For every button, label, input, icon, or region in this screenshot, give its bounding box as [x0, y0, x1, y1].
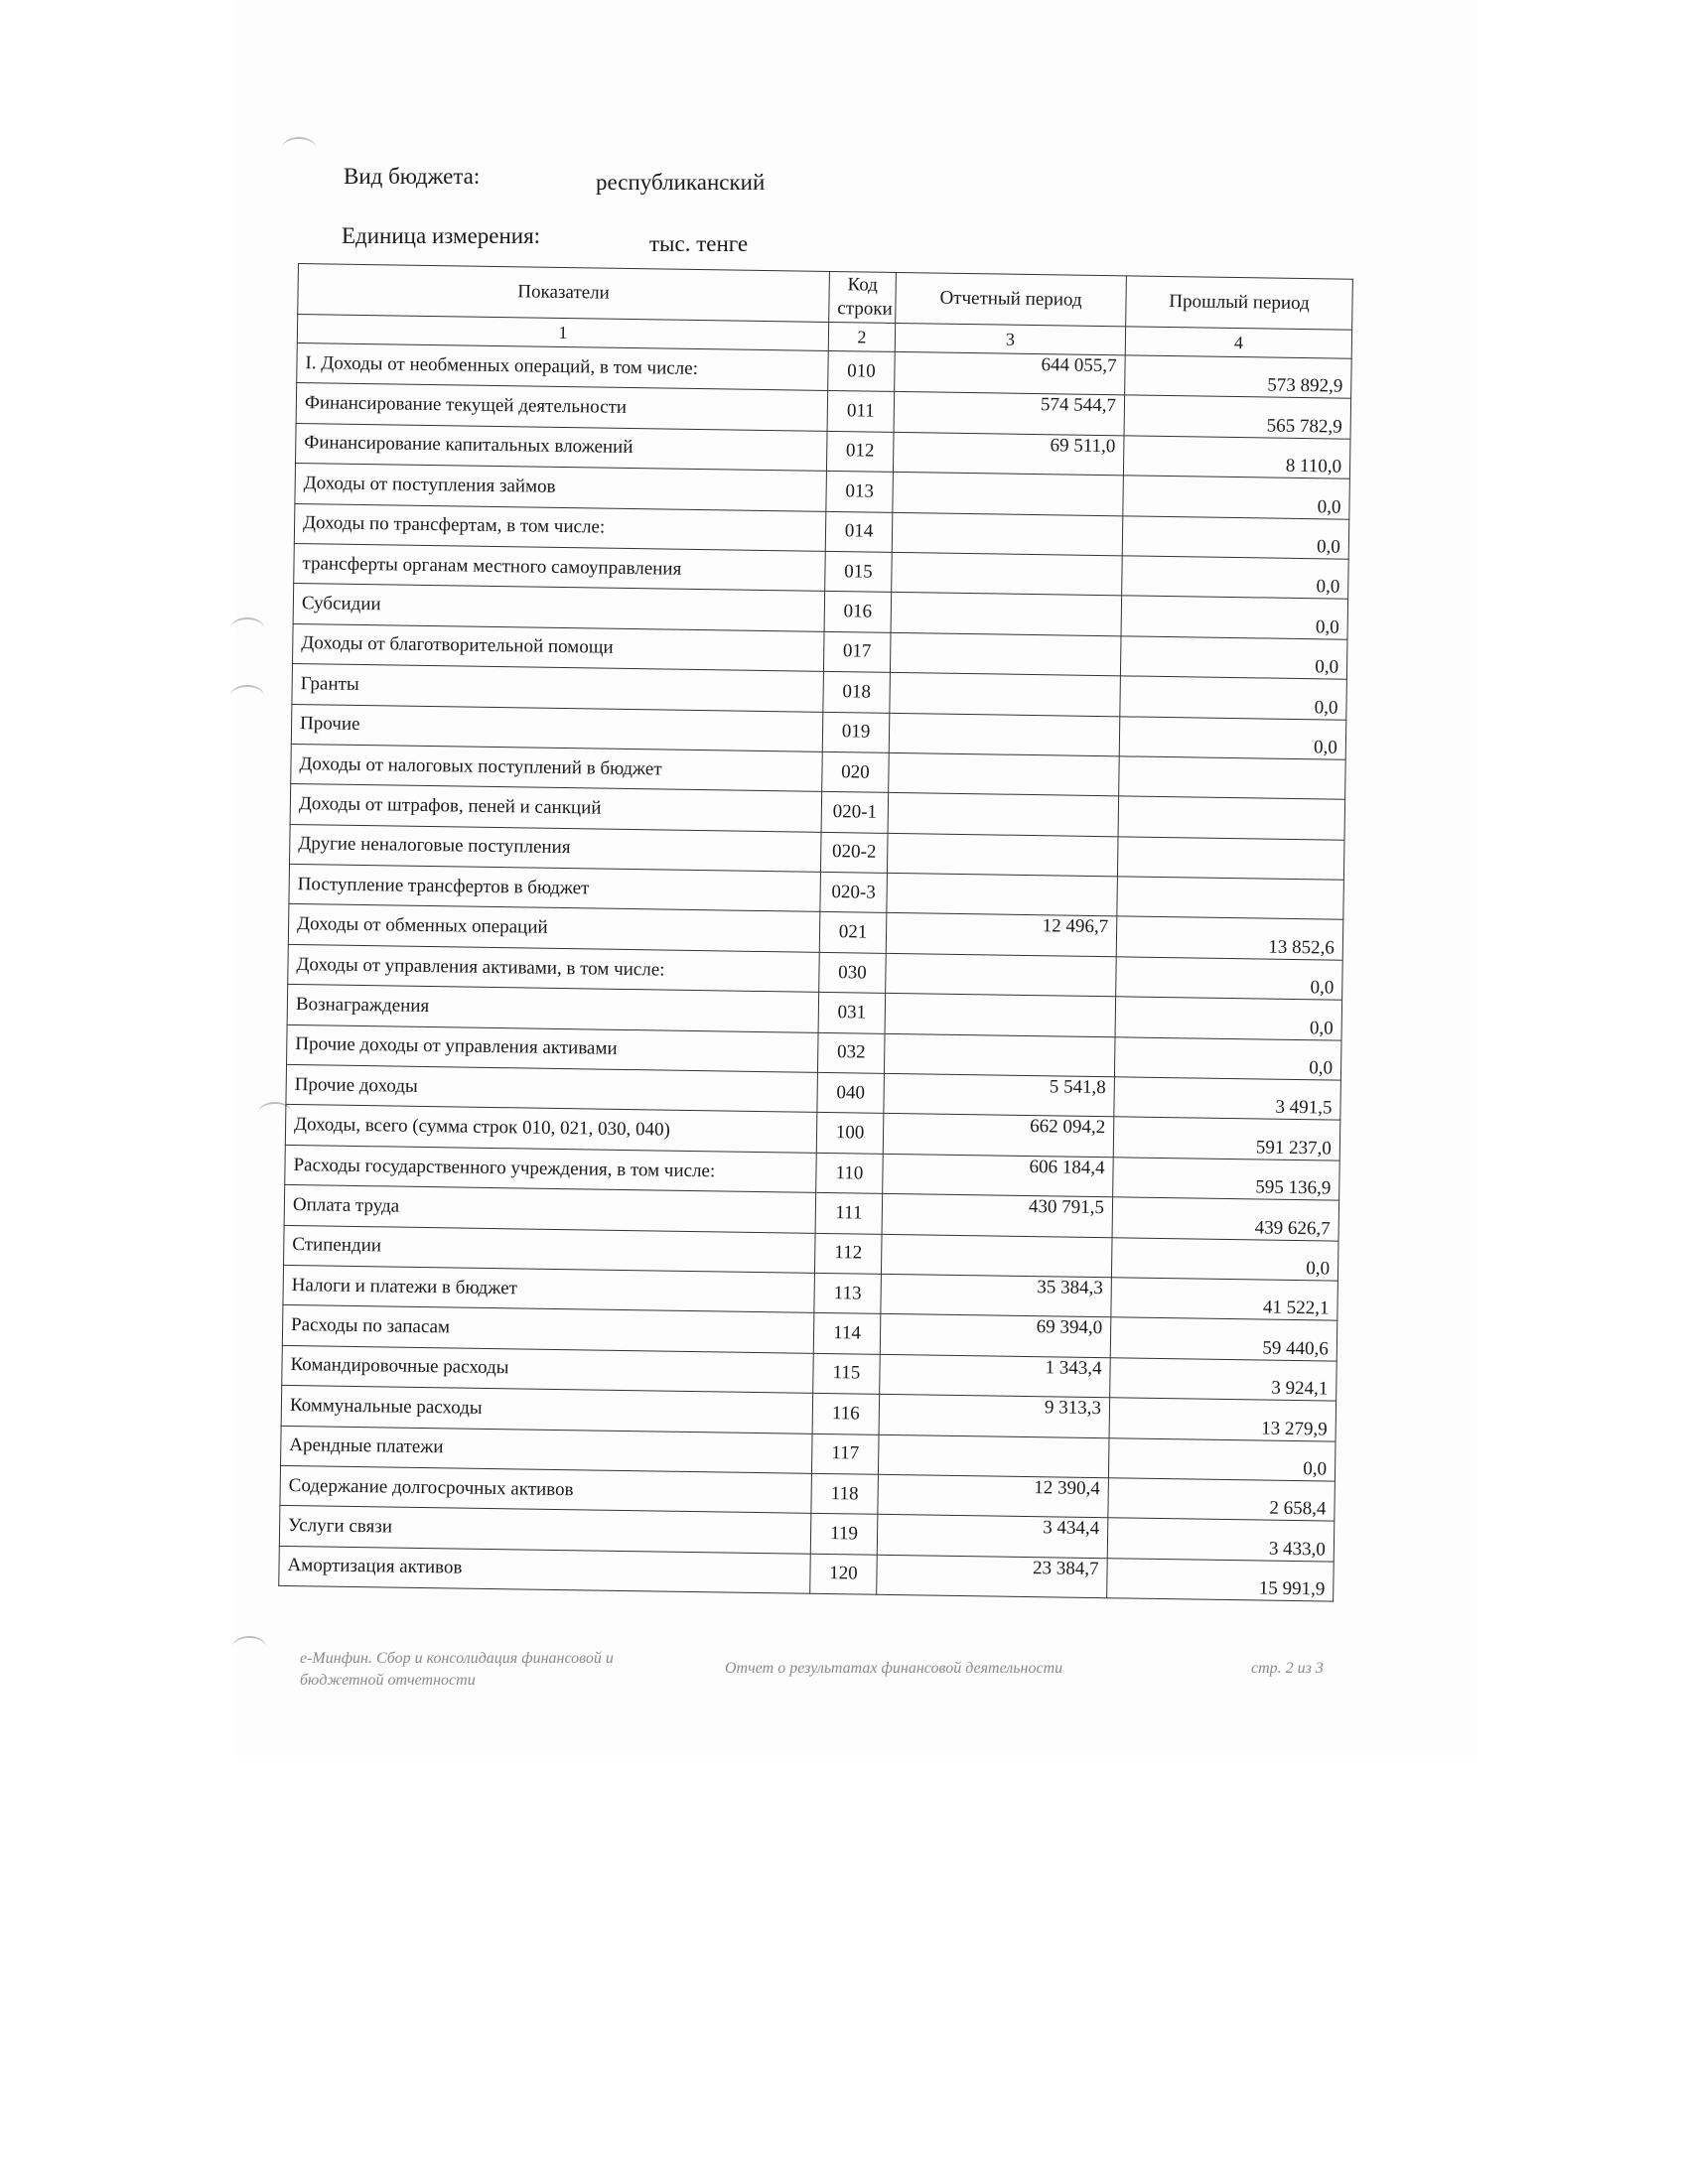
row-current-period-value: [893, 473, 1124, 516]
row-current-period-value: [881, 1234, 1112, 1278]
row-code: 113: [814, 1273, 882, 1313]
row-code: 032: [817, 1032, 885, 1073]
row-current-period-value: 69 511,0: [893, 432, 1124, 476]
column-header-current-period: Отчетный период: [896, 272, 1127, 326]
column-number: 4: [1125, 327, 1351, 358]
row-indicator-name: Доходы от управления активами, в том числе:: [288, 944, 820, 992]
row-code: 018: [823, 672, 891, 713]
row-previous-period-value: 0,0: [1120, 636, 1347, 680]
row-previous-period-value: 0,0: [1122, 556, 1349, 600]
row-previous-period-value: 565 782,9: [1124, 395, 1351, 439]
row-indicator-name: Другие неналоговые поступления: [290, 824, 822, 872]
row-previous-period-value: 0,0: [1123, 476, 1350, 519]
column-header-code: Код строки: [829, 271, 897, 323]
column-number: 2: [828, 322, 895, 351]
row-indicator-name: Поступление трансфертов в бюджет: [289, 865, 821, 912]
row-indicator-name: Амортизация активов: [279, 1546, 811, 1593]
row-indicator-name: Доходы от обменных операций: [288, 904, 820, 952]
row-indicator-name: Прочие доходы: [286, 1064, 818, 1112]
row-previous-period-value: 0,0: [1120, 676, 1347, 720]
row-indicator-name: Доходы по трансфертам, в том числе:: [294, 503, 826, 551]
row-current-period-value: 9 313,3: [879, 1394, 1110, 1437]
row-current-period-value: [889, 752, 1120, 796]
row-indicator-name: Командировочные расходы: [282, 1345, 814, 1393]
row-current-period-value: [890, 673, 1121, 717]
row-code: 040: [817, 1072, 885, 1113]
row-current-period-value: 12 390,4: [878, 1474, 1109, 1518]
row-indicator-name: Коммунальные расходы: [281, 1386, 813, 1433]
row-code: 100: [816, 1113, 884, 1154]
row-code: 010: [828, 350, 896, 391]
row-current-period-value: [890, 632, 1121, 676]
row-code: 015: [825, 551, 893, 592]
row-previous-period-value: 41 522,1: [1111, 1278, 1338, 1321]
row-indicator-name: Доходы от благотворительной помощи: [293, 623, 825, 671]
row-code: 030: [819, 952, 887, 993]
row-current-period-value: [891, 593, 1122, 636]
row-code: 013: [826, 472, 894, 512]
row-code: 114: [813, 1313, 881, 1354]
row-code: 110: [816, 1153, 884, 1193]
row-code: 020-1: [821, 792, 889, 833]
row-previous-period-value: 59 440,6: [1110, 1317, 1337, 1361]
row-current-period-value: [886, 953, 1117, 997]
row-current-period-value: [892, 512, 1123, 556]
row-previous-period-value: 15 991,9: [1107, 1558, 1335, 1601]
row-code: 116: [812, 1393, 880, 1433]
footer-report-title: Отчет о результатах финансовой деятельности: [725, 1660, 1063, 1677]
row-current-period-value: 574 544,7: [894, 392, 1125, 436]
row-indicator-name: Расходы государственного учреждения, в том числе:: [285, 1145, 817, 1192]
row-current-period-value: [884, 1033, 1115, 1077]
punch-hole-mark: [230, 685, 264, 707]
financial-results-table: [278, 263, 1353, 1602]
row-current-period-value: 23 384,7: [877, 1555, 1108, 1598]
row-indicator-name: Вознаграждения: [287, 985, 819, 1032]
punch-hole-mark: [232, 1636, 266, 1658]
row-code: 112: [814, 1233, 882, 1274]
row-indicator-name: Расходы по запасам: [282, 1305, 814, 1353]
row-indicator-name: Гранты: [292, 664, 824, 712]
row-current-period-value: 662 094,2: [883, 1114, 1114, 1158]
row-previous-period-value: 0,0: [1115, 997, 1342, 1040]
row-indicator-name: Налоги и платежи в бюджет: [283, 1265, 815, 1312]
row-previous-period-value: 0,0: [1111, 1237, 1338, 1281]
row-current-period-value: 3 434,4: [877, 1515, 1108, 1559]
row-code: 012: [826, 431, 894, 472]
row-previous-period-value: 573 892,9: [1125, 355, 1352, 399]
column-header-previous-period: Прошлый период: [1126, 276, 1353, 330]
row-previous-period-value: 8 110,0: [1123, 436, 1350, 479]
row-code: 118: [811, 1473, 879, 1514]
row-current-period-value: 5 541,8: [884, 1073, 1115, 1117]
row-indicator-name: Финансирование текущей деятельности: [296, 383, 828, 431]
footer-page-number: стр. 2 из 3: [1251, 1660, 1324, 1677]
row-previous-period-value: 439 626,7: [1112, 1197, 1339, 1241]
row-indicator-name: Доходы от штрафов, пеней и санкций: [290, 784, 822, 832]
row-current-period-value: [878, 1434, 1109, 1478]
table-body: [279, 342, 1351, 1601]
row-previous-period-value: 0,0: [1116, 957, 1343, 1001]
row-current-period-value: 430 791,5: [882, 1194, 1113, 1238]
row-code: 017: [823, 631, 891, 672]
row-code: 020-3: [820, 872, 888, 912]
row-code: 016: [824, 592, 892, 632]
row-indicator-name: I. Доходы от необменных операций, в том числе:: [297, 342, 829, 390]
row-indicator-name: Услуги связи: [279, 1506, 811, 1554]
unit-label: Единица измерения:: [342, 223, 541, 248]
punch-hole-mark: [282, 137, 316, 159]
row-indicator-name: Субсидии: [293, 584, 825, 631]
row-current-period-value: [887, 873, 1118, 916]
row-indicator-name: Прочие: [291, 704, 823, 751]
row-previous-period-value: [1117, 877, 1344, 920]
row-current-period-value: 12 496,7: [886, 913, 1117, 957]
row-code: 011: [827, 391, 895, 432]
row-previous-period-value: 2 658,4: [1108, 1478, 1336, 1522]
unit-value: тыс. тенге: [649, 231, 749, 256]
row-indicator-name: Доходы от налоговых поступлений в бюджет: [291, 744, 823, 791]
row-previous-period-value: [1117, 837, 1344, 881]
row-indicator-name: Доходы от поступления займов: [295, 464, 827, 511]
row-indicator-name: Оплата труда: [284, 1185, 816, 1233]
row-indicator-name: Доходы, всего (сумма строк 010, 021, 030, 040): [285, 1105, 817, 1153]
row-indicator-name: Финансирование капитальных вложений: [296, 423, 828, 471]
row-current-period-value: [887, 833, 1118, 877]
row-previous-period-value: 595 136,9: [1113, 1158, 1340, 1201]
row-previous-period-value: 3 924,1: [1110, 1358, 1337, 1402]
row-current-period-value: 606 184,4: [883, 1154, 1114, 1197]
row-current-period-value: [892, 552, 1123, 596]
row-previous-period-value: 3 433,0: [1107, 1518, 1335, 1562]
row-current-period-value: 69 394,0: [880, 1314, 1111, 1358]
row-code: 019: [822, 712, 890, 752]
row-indicator-name: Арендные платежи: [281, 1426, 813, 1473]
row-code: 014: [825, 511, 893, 552]
row-indicator-name: Прочие доходы от управления активами: [287, 1024, 819, 1072]
budget-type-label: Вид бюджета:: [344, 164, 481, 189]
row-previous-period-value: 0,0: [1119, 716, 1346, 759]
row-code: 111: [815, 1193, 883, 1234]
financial-results-table-wrap: [278, 263, 1352, 1602]
row-previous-period-value: 0,0: [1108, 1437, 1336, 1481]
row-previous-period-value: 0,0: [1122, 515, 1349, 559]
row-code: 120: [810, 1554, 878, 1594]
row-code: 021: [819, 912, 887, 953]
row-code: 031: [818, 993, 886, 1033]
column-header-indicators: Показатели: [298, 264, 830, 323]
row-code: 117: [811, 1433, 879, 1474]
row-previous-period-value: 13 279,9: [1109, 1398, 1336, 1441]
row-previous-period-value: 591 237,0: [1113, 1117, 1340, 1160]
row-code: 115: [813, 1353, 881, 1394]
column-number: 3: [895, 323, 1125, 354]
row-current-period-value: 35 384,3: [881, 1274, 1112, 1317]
row-current-period-value: [889, 713, 1120, 756]
row-indicator-name: Содержание долгосрочных активов: [280, 1465, 812, 1513]
row-code: 020: [822, 751, 890, 792]
row-previous-period-value: 3 491,5: [1114, 1077, 1341, 1121]
footer-system-name: е-Минфин. Сбор и консолидация финансовой и бюджетной отчетности: [300, 1650, 614, 1689]
row-previous-period-value: [1118, 796, 1345, 840]
row-code: 020-2: [820, 832, 888, 873]
row-current-period-value: [888, 793, 1119, 837]
budget-type-value: республиканский: [596, 170, 766, 195]
row-previous-period-value: 0,0: [1121, 596, 1348, 639]
row-current-period-value: 1 343,4: [880, 1354, 1111, 1398]
row-current-period-value: [885, 994, 1116, 1037]
punch-hole-mark: [230, 617, 264, 639]
row-indicator-name: трансферты органам местного самоуправления: [294, 543, 826, 591]
row-previous-period-value: [1119, 756, 1346, 800]
row-current-period-value: 644 055,7: [895, 351, 1126, 395]
row-previous-period-value: 13 852,6: [1116, 916, 1343, 960]
row-code: 119: [810, 1514, 878, 1555]
row-indicator-name: Стипендии: [284, 1225, 816, 1273]
row-previous-period-value: 0,0: [1114, 1036, 1341, 1080]
column-number: 1: [297, 315, 828, 351]
